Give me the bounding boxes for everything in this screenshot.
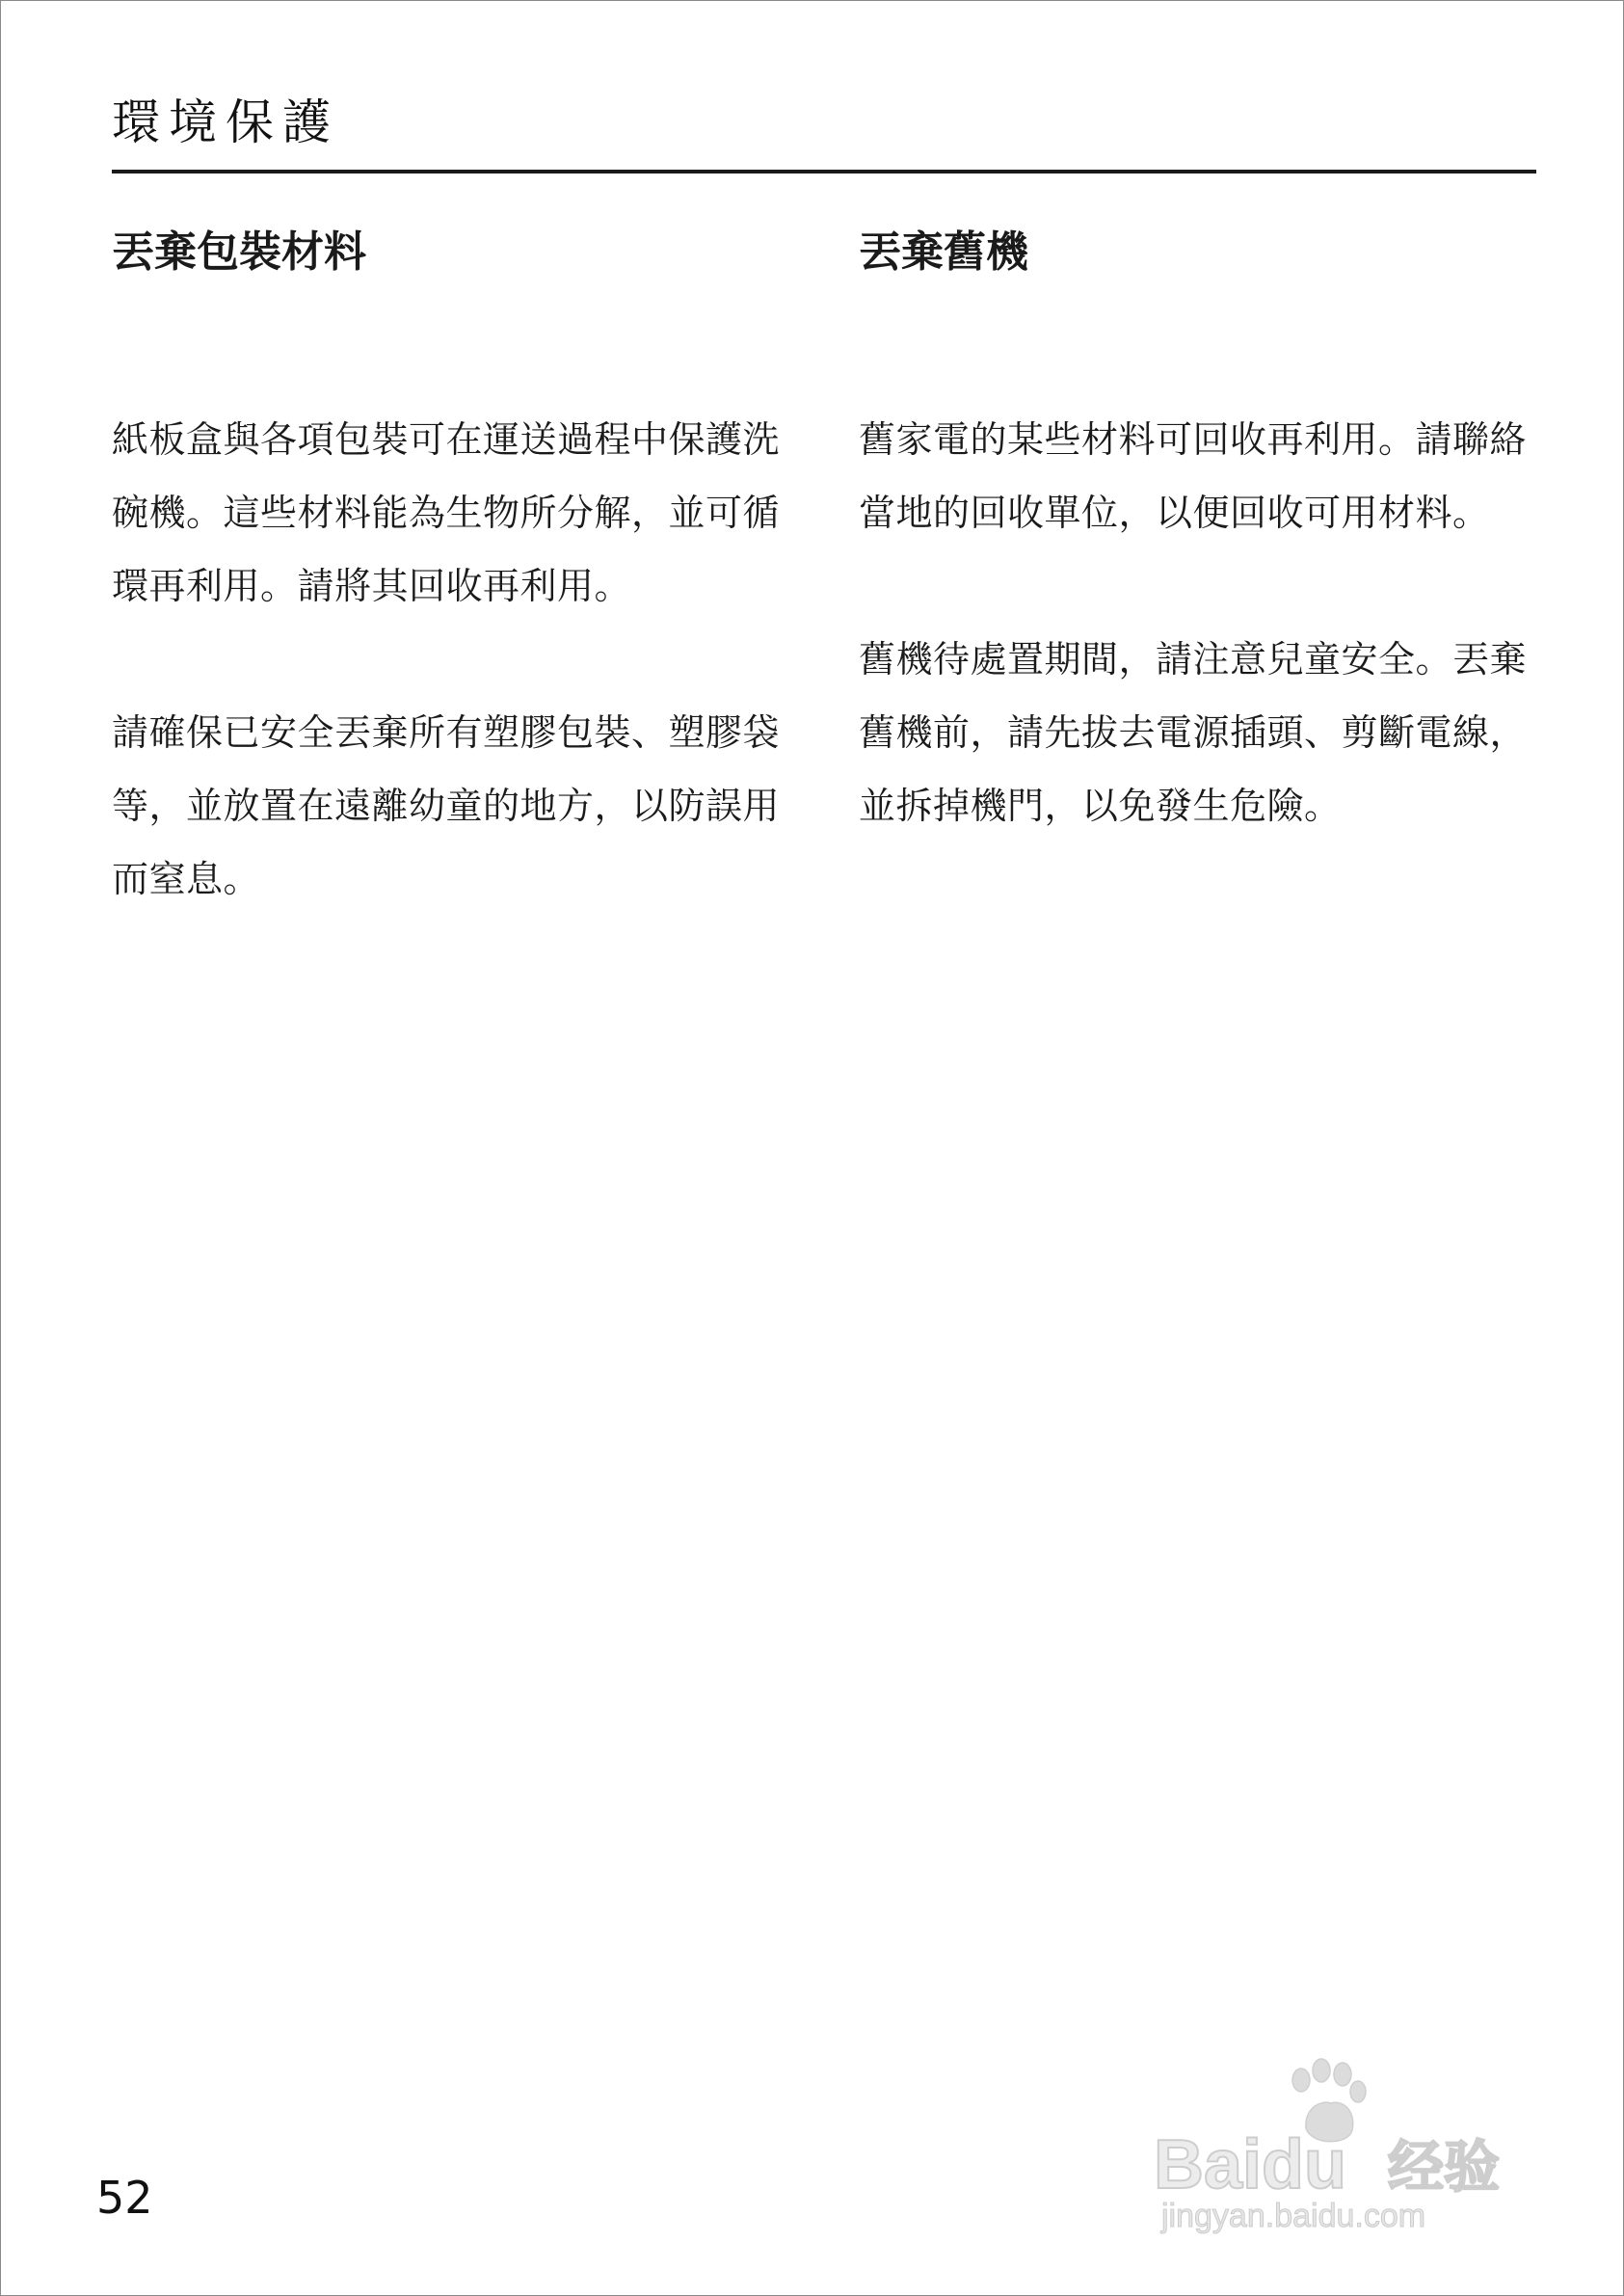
watermark-brand-suffix: 经验 (1388, 2136, 1501, 2199)
watermark-url: jingyan.baidu.com (1161, 2198, 1426, 2234)
packaging-paragraph-1: 紙板盒與各項包裝可在運送過程中保護洗碗機。這些材料能為生物所分解，並可循環再利用。請將其回收再利用。 (112, 418, 781, 607)
title-divider (112, 170, 1536, 174)
watermark-brand: Baidu (1154, 2126, 1347, 2203)
section-disposing-packaging (112, 222, 806, 916)
section-heading-packaging: 丟棄包裝材料 (112, 227, 366, 277)
baidu-jingyan-watermark (1142, 2053, 1528, 2236)
page-title: 環境保護 (112, 94, 339, 150)
old-appliance-paragraph-1: 舊家電的某些材料可回收再利用。請聯絡當地的回收單位，以便回收可用材料。 (859, 418, 1528, 534)
page-number: 52 (96, 2172, 153, 2224)
old-appliance-paragraph-2: 舊機待處置期間，請注意兒童安全。丟棄舊機前，請先拔去電源插頭、剪斷電線，並拆掉機門，以免發生危險。 (859, 638, 1528, 827)
section-disposing-old-appliance (859, 222, 1553, 842)
packaging-paragraph-2: 請確保已安全丟棄所有塑膠包裝、塑膠袋等，並放置在遠離幼童的地方，以防誤用而窒息。 (112, 711, 781, 900)
section-heading-old-appliance: 丟棄舊機 (859, 227, 1028, 277)
